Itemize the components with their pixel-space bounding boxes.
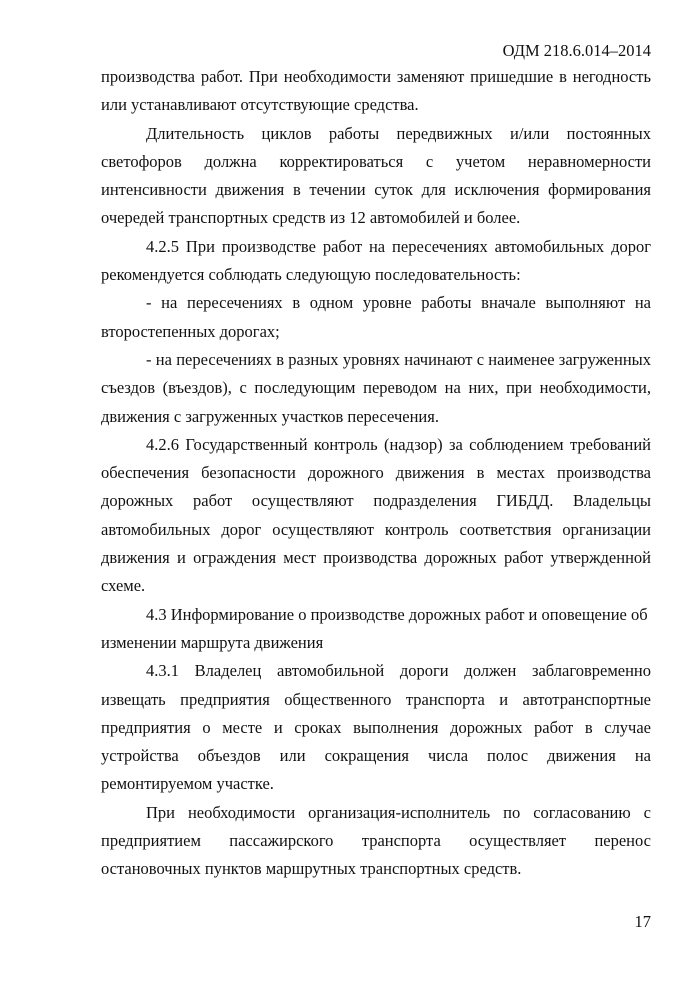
list-item-same-level: - на пересечениях в одном уровне работы вначале выполняют на второстепенных дорогах; (101, 293, 651, 341)
document-body (101, 63, 651, 884)
list-item-different-levels: - на пересечениях в разных уровнях начинают с наименее загруженных съездов (въездов), с последующим переводом на них, при необходимости, движения с загруженных участков пересечения. (101, 349, 651, 426)
document-code: ОДМ 218.6.014–2014 (502, 41, 651, 60)
paragraph-continuation: производства работ. При необходимости заменяют пришедшие в негодность или устанавливают отсутствующие средства. (101, 67, 651, 115)
page-number: 17 (634, 912, 651, 931)
paragraph-4-2-6: 4.2.6 Государственный контроль (надзор) за соблюдением требований обеспечения безопасности дорожного движения в местах производства дорожных работ осуществляют подразделения ГИБДД. Владельцы автомобильных дорог осуществляют контроль соответствия организации движения и ограждения мест производства дорожных работ утвержденной схеме. (101, 434, 651, 596)
paragraph-4-3-1: 4.3.1 Владелец автомобильной дороги должен заблаговременно извещать предприятия общественного транспорта и автотранспортные предприятия о месте и сроках выполнения дорожных работ в случае устройства объездов или сокращения числа полос движения на ремонтируемом участке. (101, 661, 651, 794)
paragraph-4-2-5: 4.2.5 При производстве работ на пересечениях автомобильных дорог рекомендуется соблюдать следующую последовательность: (101, 236, 651, 285)
paragraph-stops-relocation: При необходимости организация-исполнитель по согласованию с предприятием пассажирского транспорта осуществляет перенос остановочных пунктов маршрутных транспортных средств. (101, 802, 651, 879)
paragraph-traffic-light-cycles: Длительность циклов работы передвижных и/или постоянных светофоров должна корректироваться с учетом неравномерности интенсивности движения в течении суток для исключения формирования очередей транспортных средств из 12 автомобилей и более. (101, 123, 651, 228)
section-heading-4-3: 4.3 Информирование о производстве дорожных работ и оповещение об изменении маршрута движения (101, 604, 648, 652)
